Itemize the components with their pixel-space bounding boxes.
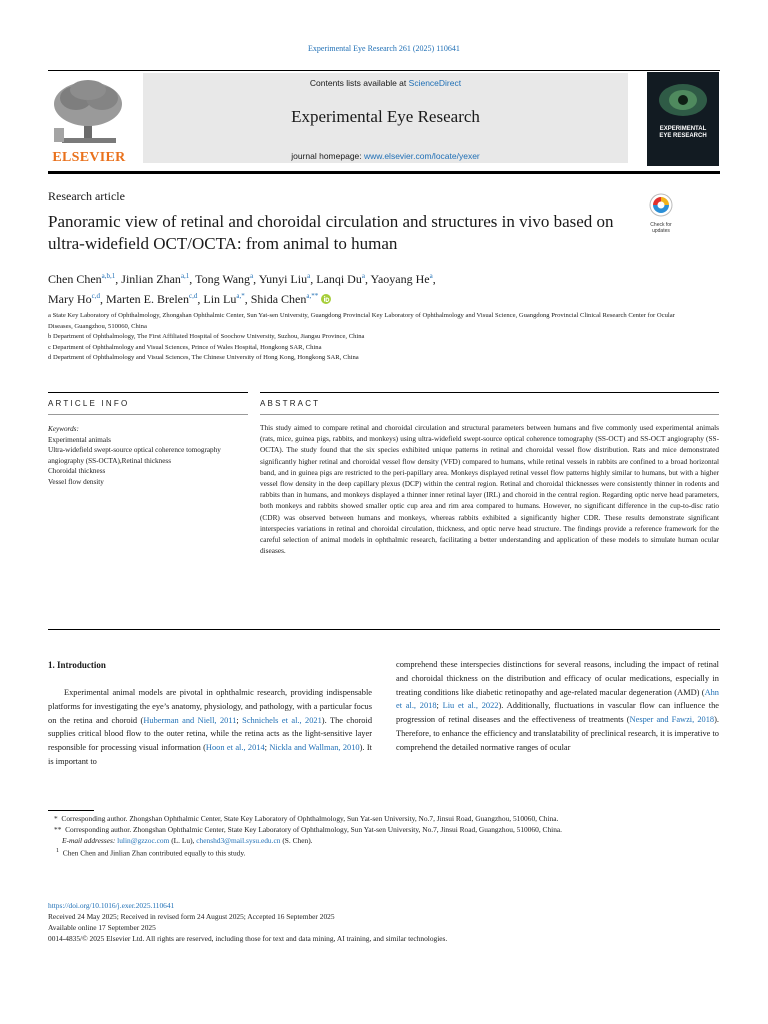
author: Chen Chen$^{a,b,1}$ [48,272,116,286]
contents-prefix: Contents lists available at [309,78,407,88]
intro-left-column [48,686,372,769]
citation-link[interactable]: Ahn et al., 2018 [396,687,719,711]
elsevier-tree-icon [48,76,130,148]
abstract-rule [260,392,719,393]
introduction-heading: 1. Introduction [48,660,106,670]
author: Shida Chen$^{a,**}$ [250,292,319,306]
affiliation: c Department of Ophthalmology and Visual Sciences, Prince of Wales Hospital, Hongkong SAR, China [48,343,322,351]
author-list: Chen Chen$^{a,b,1}$, Jinlian Zhan$^{a,1}$, Tong Wang$^a$, Yunyi Liu$^a$, Lanqi Du$^a$, Yaoyang He$^a$, Mary Ho$^{c,d}$, Marten E. Brelen$^{c,d}$, Lin $Lu^{a,*}$, Shida Chen$^{a,**}$ [48,272,436,306]
footnote-rule [48,810,94,811]
available-online: Available online 17 September 2025 [48,923,156,932]
citation-link[interactable]: Nesper and Fawzi, 2018 [629,715,715,725]
check-for-updates-badge[interactable] [648,193,674,234]
header-top-rule [48,70,720,71]
citation-link[interactable]: Hoon et al., 2014 [205,743,265,753]
sciencedirect-link[interactable]: ScienceDirect [408,78,462,88]
intro-text: ). Additionally, fluctuations in vascular flow can influence the progression of retinal diseases and the effectiveness of treatments ( [396,701,720,725]
keyword: Ultra-widefield swept-source optical coherence tomography angiography (SS-OCTA),Retinal thickness [48,446,221,465]
author: Tong Wang$^a$ [195,272,254,286]
cover-title-line1: EXPERIMENTAL [659,126,707,132]
affiliation: d Department of Ophthalmology and Visual Sciences, The Chinese University of Hong Kong, Hongkong SAR, China [48,354,359,361]
journal-title: Experimental Eye Research [291,107,480,126]
article-info-subrule [48,414,248,415]
keywords-label: Keywords: [48,425,79,433]
received-dates: Received 24 May 2025; Received in revised form 24 August 2025; Accepted 16 September 2025 [48,912,335,921]
cover-eye-icon [647,72,719,122]
orcid-icon[interactable] [321,294,331,304]
author: Marten E. Brelen$^{c,d}$ [106,292,198,306]
header-bottom-rule [48,171,720,174]
author: Yunyi Liu$^a$ [258,272,311,286]
citation-separator: ; [264,743,270,753]
journal-cover[interactable] [647,72,719,166]
author: Mary Ho$^{c,d}$ [48,292,101,306]
citation-separator: ; [436,701,443,711]
contents-line [143,78,628,88]
homepage-prefix: journal homepage: [291,151,362,161]
check-updates-icon [648,193,674,217]
article-title: Panoramic view of retinal and choroidal circulation and structures in vivo based on ultra-widefield OCT/OCTA: from animal to human [48,212,614,253]
homepage-line [143,151,628,161]
journal-banner [143,73,628,163]
keywords-block [48,424,248,487]
footnote-corresponding-2: ** Corresponding author. Zhongshan Ophthalmic Center, State Key Laboratory of Ophthalmology, Sun Yat-sen University, No.7, Jinsui Road, Guangzhou, 510060, China. [54,824,563,834]
author: Yaoyang He$^a$ [370,272,433,286]
intro-text: ). It is important to [48,743,372,766]
intro-text: Experimental animal models are pivotal in ophthalmic research, providing indispensable platforms for investigating the eye’s anatomy, physiology, and pathology, with a particular focus on the retina and choroid ( [48,688,372,725]
cover-title-line2: EYE RESEARCH [659,133,707,139]
article-type: Research article [48,189,125,203]
journal-reference[interactable]: Experimental Eye Research 261 (2025) 110641 [308,44,460,53]
citation-link[interactable]: Nickla and Wallman, 2010 [269,743,360,753]
citation-link[interactable]: Huberman and Niell, 2011 [143,715,237,725]
keyword: Choroidal thickness [48,467,106,475]
keyword: Vessel flow density [48,477,104,486]
footnote-equal-contribution: $^1$ Chen Chen and Jinlian Zhan contributed equally to this study. [56,848,246,858]
keyword: Experimental animals [48,435,111,444]
abstract-heading: ABSTRACT [260,399,321,408]
citation-link[interactable]: Liu et al., 2022 [442,701,499,711]
publication-info [48,900,720,944]
citation-link[interactable]: Schnichels et al., 2021 [242,715,322,725]
email-link[interactable]: lulin@gzzoc.com [117,835,170,845]
check-updates-label: Check for updates [650,222,672,234]
cover-title [647,126,719,140]
footnote-corresponding-1: * Corresponding author. Zhongshan Ophthalmic Center, State Key Laboratory of Ophthalmology, Sun Yat-sen University, No.7, Jinsui Road, Guangzhou, 510060, China. [54,814,559,823]
author: Lin $Lu^{a,*}$ [203,292,245,306]
intro-text: ). The choroid supplies critical blood flow to the outer retina, while the retina acts as the light-sensitive layer responsible for processing visual information ( [48,715,373,753]
intro-text: ). Therefore, to enhance the efficiency and translatability of preclinical research, it is imperative to comprehend the detailed normative ranges of ocular [396,715,719,752]
author: Lanqi Du$^a$ [316,272,365,286]
affiliation: a State Key Laboratory of Ophthalmology, Zhongshan Ophthalmic Center, Sun Yat-sen University, Guangdong Provincial Key Laboratory of Ophthalmology and Visual Science, Guangdong Provincial Clinical Research Center for Ocular Diseases, Guangzhou, 510060, China [48,312,675,330]
doi-link[interactable]: https://doi.org/10.1016/j.exer.2025.110641 [48,901,175,910]
abstract-bottom-rule [48,629,720,630]
affiliation: b Department of Ophthalmology, The First Affiliated Hospital of Soochow University, Suzhou, Jiangsu Province, China [48,333,365,340]
elsevier-logo[interactable] [48,76,130,166]
affiliations [48,311,688,364]
article-info-rule [48,392,248,393]
abstract-subrule [260,414,719,415]
intro-text: comprehend these interspecies distinctions for several reasons, including the impact of retinal and choroidal thickness on the distribution and efficacy of ocular medications, especially in treating conditions like diabetic retinopathy and age-related macular degeneration (AMD) ( [396,660,719,697]
homepage-link[interactable]: www.elsevier.com/locate/yexer [364,151,480,161]
intro-right-column [396,658,719,755]
footnotes [48,814,720,860]
article-info-heading: ARTICLE INFO [48,399,130,408]
author: Jinlian Zhan$^{a,1}$ [121,272,190,286]
footnote-emails: E-mail addresses: lulin@gzzoc.com (L. Lu), chenshd3@mail.sysu.edu.cn (S. Chen). [62,835,313,845]
copyright: 0014-4835/© 2025 Elsevier Ltd. All rights are reserved, including those for text and data mining, AI training, and similar technologies. [48,934,448,943]
email-link[interactable]: chenshd3@mail.sysu.edu.cn [196,835,281,845]
citation-separator: ; [236,715,243,725]
elsevier-wordmark: ELSEVIER [52,150,126,165]
abstract-text: This study aimed to compare retinal and choroidal circulation and structural parameters between humans and five commonly used experimental animals (rats, mice, guinea pigs, rabbits, and monkeys) using ultra-widefield swept-source optical coherence tomography (SS-OCT) and SS-OCT angiography (SS-OCTA). The study found that the six species exhibited unique patterns in retinal and choroidal vessel flow distribution. Rats and mice demonstrated significantly higher retinal and choroidal vessel flow density (VFD) compared to humans, while retinal vessels in rabbits are confined to a broad horizontal band, and in guinea pigs are restricted to the peri-papillary area. Monkeys displayed retinal vessel flow patterns highly similar to humans, but with a higher vessel flow density in the deep capillary plexus (DCP) within the central region. Retinal and choroidal thicknesses were consistently thinner in rodents and rabbits than in humans, and monkeys displayed a thinner inner retinal layer (IRL) and choroid in the central region. Regarding optic nerve head parameters, both monkeys and rabbits showed smaller optic cup area and rim area compared to humans. However, no significant difference in the cup-to-disc ratio (CDR) was observed between humans and monkeys, whereas rabbits exhibited a significantly higher CDR. These results demonstrate significant interspecies variations in retinal and choroidal circulation, thickness, and optic nerve head structure. The findings provide a reference framework for the careful selection of animal models in ophthalmic research, facilitating a better understanding and application of these models to simulate human ocular diseases. [260,423,719,556]
